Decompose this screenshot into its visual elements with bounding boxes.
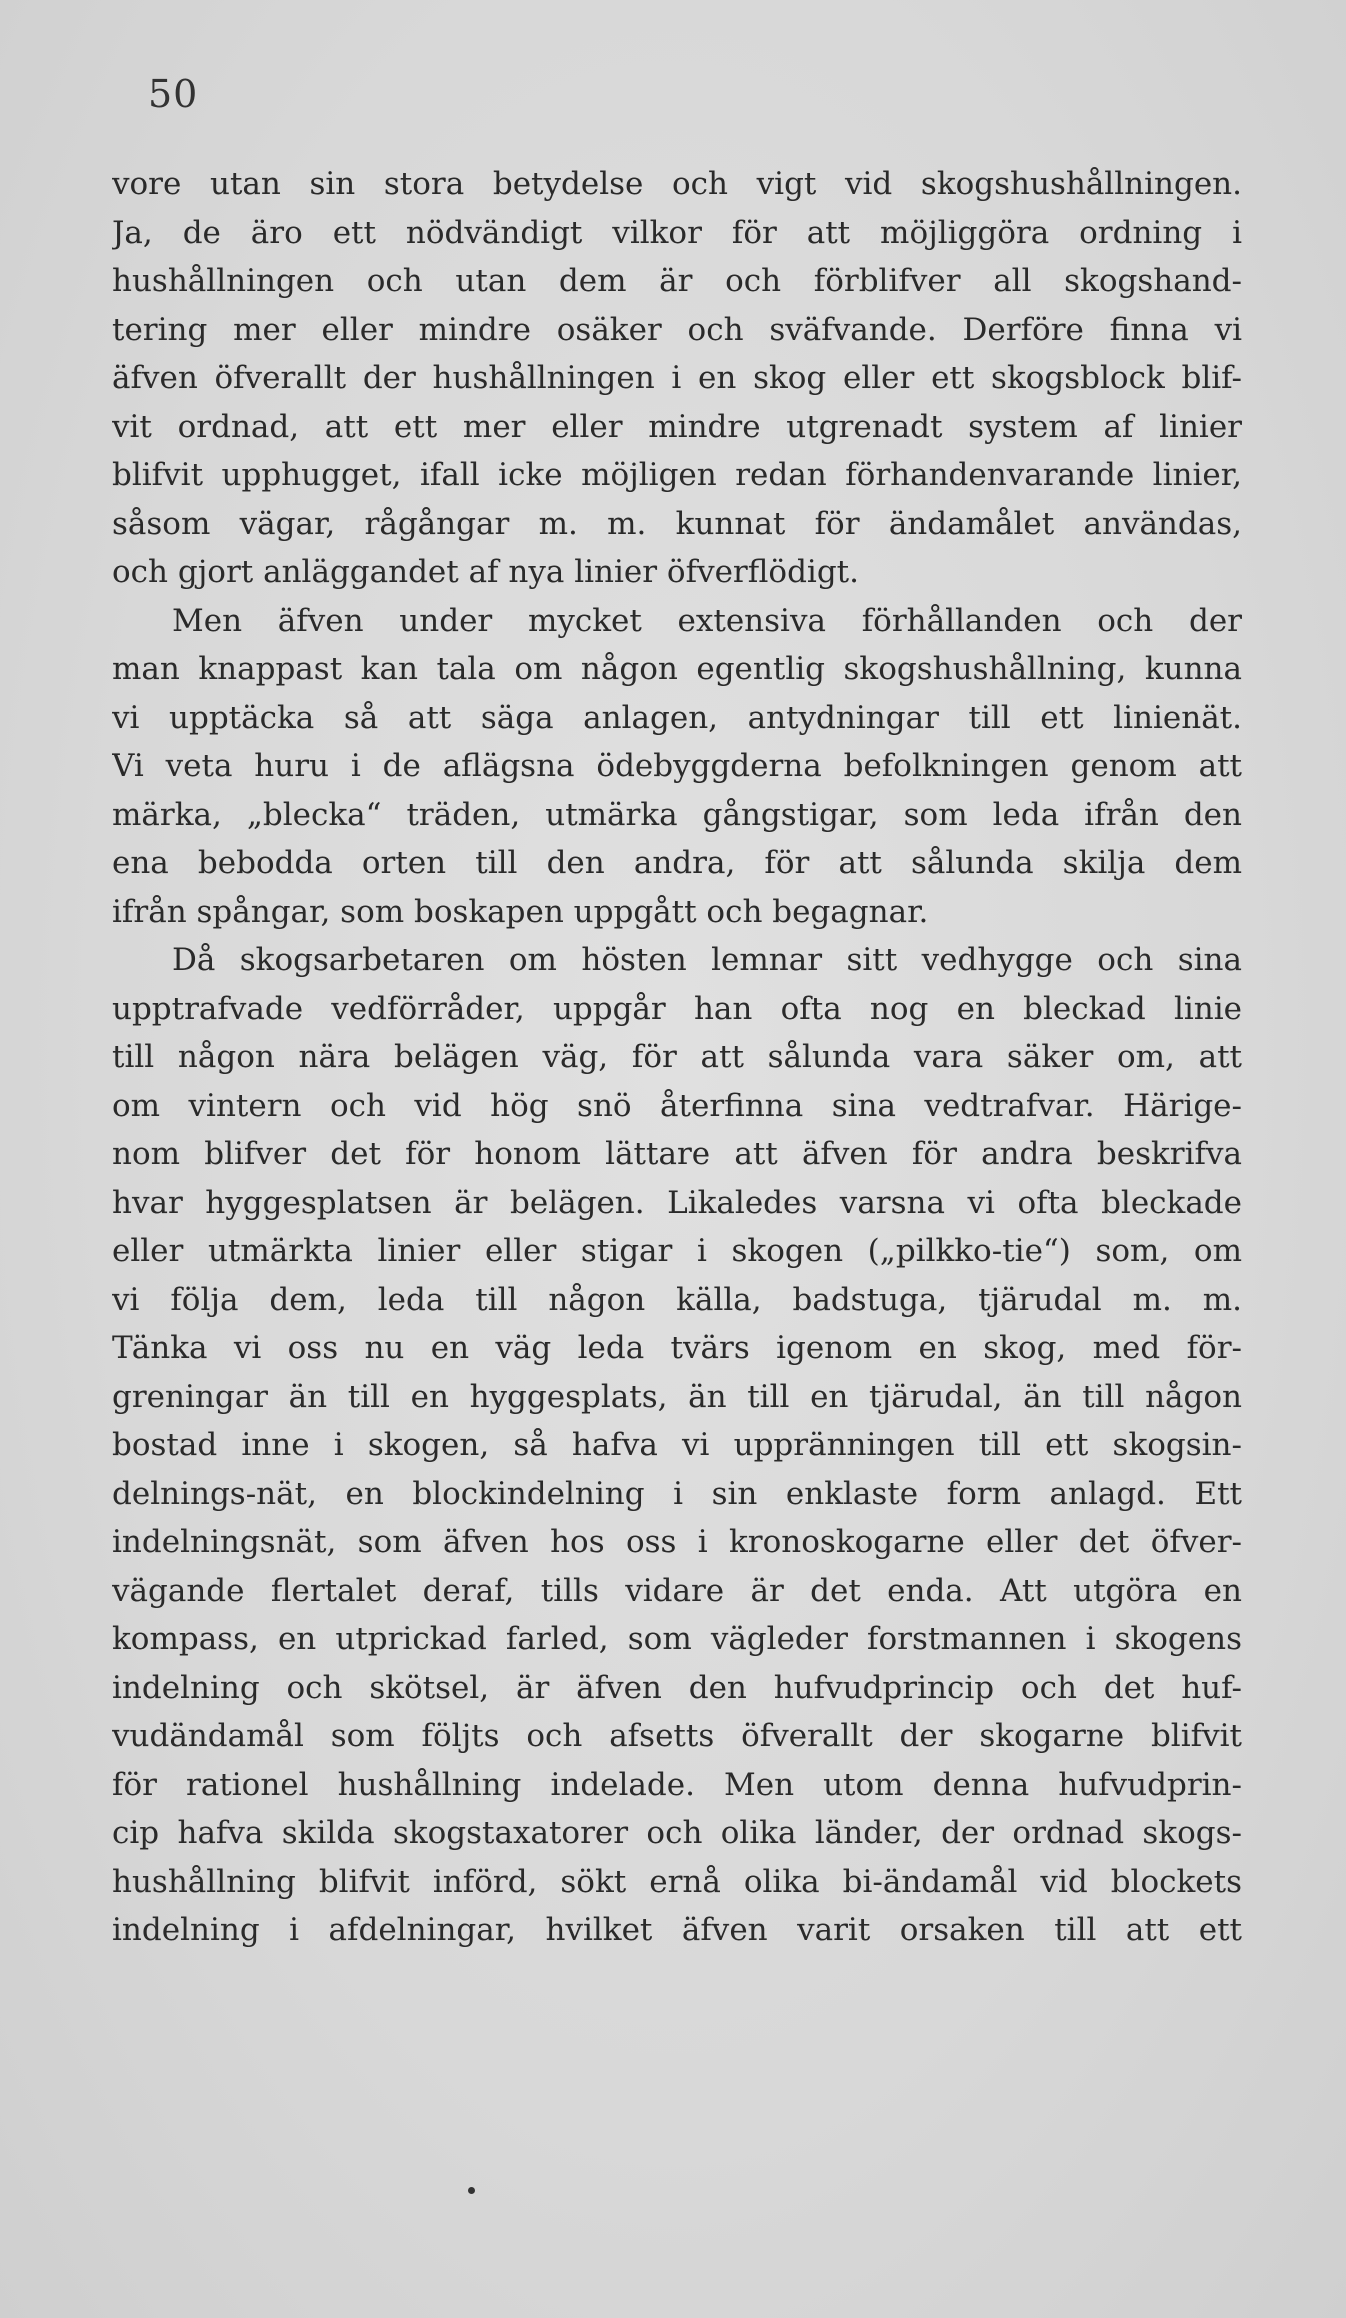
text-line: vudändamål som följts och afsetts öfverallt der skogarne blifvit [112, 1718, 1242, 1754]
text-line: vore utan sin stora betydelse och vigt vid skogshushållningen. [112, 166, 1242, 202]
text-line: märka, „blecka“ träden, utmärka gångstigar, som leda ifrån den [112, 796, 1242, 833]
text-line: man knappast kan tala om någon egentlig skogshushållning, kunna [112, 651, 1242, 687]
text-line: indelning och skötsel, är äfven den hufvudprincip och det huf- [112, 1669, 1242, 1706]
text-line: Vi veta huru i de aflägsna ödebyggderna befolkningen genom att [112, 748, 1242, 784]
text-line: såsom vägar, rågångar m. m. kunnat för ändamålet användas, [112, 505, 1242, 542]
text-line: vägande flertalet deraf, tills vidare är det enda. Att utgöra en [112, 1572, 1242, 1609]
text-line: ena bebodda orten till den andra, för att sålunda skilja dem [112, 845, 1242, 881]
text-line: äfven öfverallt der hushållningen i en skog eller ett skogsblock blif- [112, 360, 1242, 396]
text-line: hvar hyggesplatsen är belägen. Likaledes varsna vi ofta bleckade [112, 1184, 1242, 1221]
text-line: bostad inne i skogen, så hafva vi uppränningen till ett skogsin- [112, 1427, 1242, 1463]
text-line: cip hafva skilda skogstaxatorer och olika länder, der ordnad skogs- [112, 1815, 1242, 1851]
text-line: Men äfven under mycket extensiva förhållanden och der [172, 602, 1242, 639]
text-line: vit ordnad, att ett mer eller mindre utgrenadt system af linier [112, 408, 1242, 445]
text-line: indelning i afdelningar, hvilket äfven varit orsaken till att ett [112, 1912, 1242, 1948]
text-line: tering mer eller mindre osäker och sväfvande. Derföre finna vi [112, 311, 1242, 348]
text-line: kompass, en utprickad farled, som vägleder forstmannen i skogens [112, 1621, 1242, 1657]
text-line: för rationel hushållning indelade. Men utom denna hufvudprin- [112, 1766, 1242, 1803]
text-line: och gjort anläggandet af nya linier öfverflödigt. [112, 554, 859, 590]
text-line: hushållning blifvit införd, sökt ernå olika bi-ändamål vid blockets [112, 1863, 1242, 1900]
body-text [112, 160, 1242, 1955]
text-line: greningar än till en hyggesplats, än till en tjärudal, än till någon [112, 1378, 1242, 1415]
text-line: om vintern och vid hög snö återfinna sina vedtrafvar. Härige- [112, 1087, 1242, 1124]
text-line: Då skogsarbetaren om hösten lemnar sitt vedhygge och sina [172, 942, 1242, 978]
page-number: 50 [148, 72, 199, 116]
text-line: nom blifver det för honom lättare att äfven för andra beskrifva [112, 1136, 1242, 1172]
text-line: till någon nära belägen väg, för att sålunda vara säker om, att [112, 1039, 1242, 1075]
text-line: ifrån spångar, som boskapen uppgått och begagnar. [112, 893, 929, 930]
text-line: delnings-nät, en blockindelning i sin enklaste form anlagd. Ett [112, 1475, 1242, 1512]
text-line: indelningsnät, som äfven hos oss i kronoskogarne eller det öfver- [112, 1524, 1242, 1560]
text-line: blifvit upphugget, ifall icke möjligen redan förhandenvarande linier, [112, 457, 1242, 493]
text-line: vi följa dem, leda till någon källa, badstuga, tjärudal m. m. [112, 1281, 1242, 1318]
text-line: vi upptäcka så att säga anlagen, antydningar till ett linienät. [112, 699, 1242, 736]
text-line: eller utmärkta linier eller stigar i skogen („pilkko-tie“) som, om [112, 1233, 1242, 1269]
text-line: hushållningen och utan dem är och förblifver all skogshand- [112, 263, 1242, 299]
text-line: upptrafvade vedförråder, uppgår han ofta nog en bleckad linie [112, 990, 1242, 1027]
text-line: Ja, de äro ett nödvändigt vilkor för att möjliggöra ordning i [112, 214, 1242, 251]
text-line: Tänka vi oss nu en väg leda tvärs igenom en skog, med för- [112, 1330, 1242, 1366]
printer-mark-dot [468, 2187, 475, 2194]
